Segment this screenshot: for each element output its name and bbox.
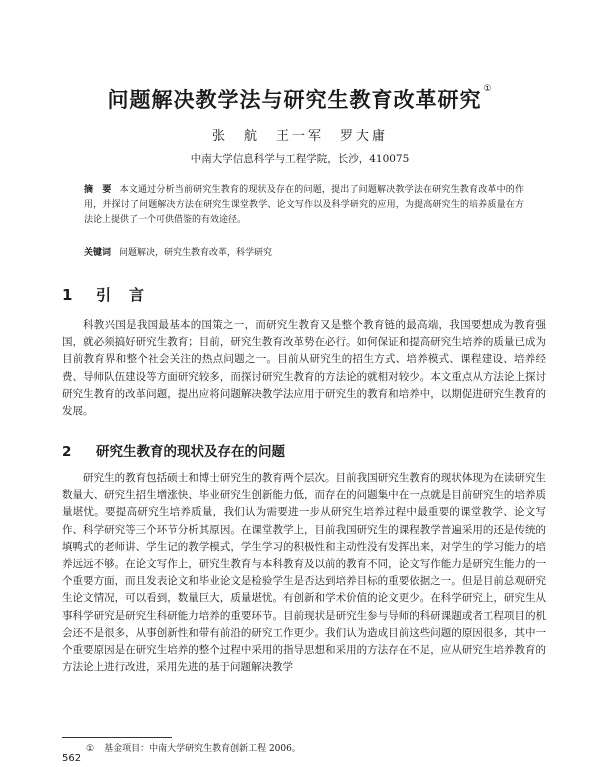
section-1-number: 1 [62, 286, 73, 304]
title-footnote-mark: ① [483, 84, 493, 94]
keywords-block [84, 246, 524, 261]
section-1-heading [62, 284, 162, 305]
footnote-text: 基金项目：中南大学研究生教育创新工程 2006。 [104, 744, 301, 754]
keywords-label: 关键词 [84, 248, 112, 258]
section-2-number: 2 [62, 444, 72, 460]
section-2-heading [62, 440, 285, 460]
section-2-paragraph: 研究生的教育包括硕士和博士研究生的教育两个层次。目前我国研究生教育的现状体现为在读研究生数量大、研究生招生增涨快、毕业研究生创新能力低，而存在的问题集中在一点就是目前研究生的培养质量堪忧。要提高研究生培养质量，我们认为需要进一步从研究生培养过程中最重要的课堂教学、论文写作、科学研究等三个环节分析其原因。在课堂教学上，目前我国研究生的课程教学普遍采用的还是传统的填鸭式的老师讲、学生记的教学模式，学生学习的积极性和主动性没有发挥出来，对学生的学习能力的培养远远不够。在论文写作上，研究生教育与本科教育及以前的教育不同，论文写作能力是研究生能力的一个重要方面，而且发表论文和毕业论文是检验学生是否达到培养目标的重要依据之一。但是目前总观研究生论文情况，可以看到，数量巨大，质量堪忧。有创新和学术价值的论文更少。在科学研究上，研究生从事科学研究是研究生科研能力培养的重要环节。目前现状是研究生参与导师的科研课题或者工程项目的机会还不是很多，从事创新性和带有前沿的研究工作更少。我们认为造成目前这些问题的原因很多，其中一个重要原因是在研究生培养的整个过程中采用的指导思想和采用的方法存在不足，应从研究生培养教育的方法论上进行改进，采用先进的基于问题解决教学 [62, 472, 546, 674]
footnote [86, 741, 301, 754]
abstract-label: 摘 要 [84, 185, 112, 195]
abstract-text: 本文通过分析当前研究生教育的现状及存在的问题，提出了问题解决教学法在研究生教育改革中的作用，并探讨了问题解决方法在研究生课堂教学、论文写作以及科学研究的应用，为提高研究生的培养质量在方法论上提供了一个可供借鉴的有效途径。 [84, 185, 524, 225]
title-text: 问题解决教学法与研究生教育改革研究 [107, 88, 482, 112]
footnote-divider [62, 737, 172, 738]
section-1-paragraph: 科教兴国是我国最基本的国策之一，而研究生教育又是整个教育链的最高端，我国要想成为教育强国，就必须搞好研究生教育；目前，研究生教育改革势在必行。如何保证和提高研究生培养的质量已成为目前教育界和整个社会关注的热点问题之一。目前从研究生的招生方式、培养模式、课程建设、培养经费、导师队伍建设等方面研究较多，而探讨研究生教育的方法论的就相对较少。本文重点从方法论上探讨研究生教育的改革问题，提出应将问题解决教学法应用于研究生的教育和培养中，以期促进研究生教育的发展。 [62, 319, 546, 418]
section-2-title: 研究生教育的现状及存在的问题 [96, 444, 285, 460]
footnote-mark: ① [86, 744, 95, 754]
paper-title [0, 84, 600, 114]
author-affiliation: 中南大学信息科学与工程学院，长沙，410075 [190, 153, 410, 165]
page-number: 562 [62, 753, 82, 764]
keywords-text: 问题解决，研究生教育改革，科学研究 [119, 248, 273, 258]
section-1-title: 引言 [96, 286, 163, 304]
author-list: 张 航 王一军 罗大庸 [211, 129, 388, 144]
abstract-block [84, 183, 524, 228]
